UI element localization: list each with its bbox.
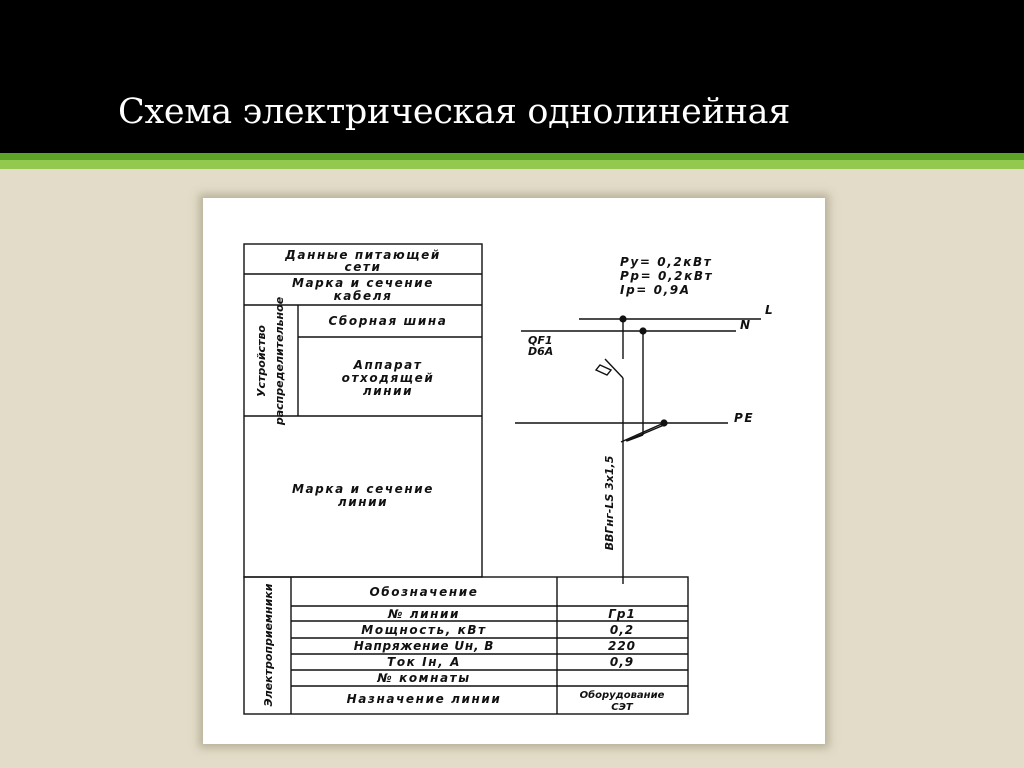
device-group-label: Устройство	[255, 325, 268, 397]
row-label-voltage: Напряжение Uн, В	[353, 639, 495, 653]
param-installed-power: Ру= 0,2кВт	[620, 255, 713, 269]
row-label-power: Мощность, кВт	[361, 623, 487, 637]
breaker-name: QF1	[528, 334, 553, 347]
row-value-purpose: СЭТ	[611, 702, 633, 713]
breaker-type: D6A	[528, 345, 554, 358]
cable-label: Марка и сечение	[291, 276, 435, 290]
outgoing-device-label: отходящей	[341, 371, 435, 385]
slide-title: Схема электрическая однолинейная	[118, 92, 790, 132]
row-value-voltage: 220	[607, 639, 637, 653]
consumers-group-label: Электроприемники	[262, 583, 275, 707]
junction-dot	[619, 315, 626, 322]
row-label-purpose: Назначение линии	[346, 692, 502, 706]
row-value-line-number: Гр1	[608, 607, 636, 621]
diagram-frame	[203, 198, 825, 744]
cable-label: кабеля	[333, 289, 393, 303]
bus-pe-label: PE	[734, 411, 755, 425]
row-label-room: № комнаты	[377, 671, 471, 685]
row-label-line-number: № линии	[387, 607, 461, 621]
row-value-current: 0,9	[609, 655, 635, 669]
junction-dot	[639, 327, 646, 334]
bus-n-label: N	[740, 318, 752, 332]
accent-stripe-dark	[0, 153, 1024, 160]
accent-stripe-light	[0, 160, 1024, 169]
line-cable-label: Марка и сечение	[291, 482, 435, 496]
outgoing-device-label: линии	[362, 384, 414, 398]
row-value-power: 0,2	[609, 623, 635, 637]
outgoing-device-label: Аппарат	[353, 358, 423, 372]
bus-l-label: L	[765, 303, 775, 317]
supply-data-label: Данные питающей	[285, 248, 441, 262]
param-design-current: Iр= 0,9А	[620, 283, 691, 297]
breaker-symbol	[596, 365, 611, 375]
param-design-power: Рр= 0,2кВт	[620, 269, 714, 283]
pe-connection	[626, 425, 664, 441]
junction-dot	[660, 419, 667, 426]
row-value-purpose: Оборудование	[579, 690, 665, 701]
cable-mark: ВВГнг-LS 3х1,5	[603, 455, 616, 551]
row-label-current: Ток Iн, А	[387, 655, 461, 669]
single-line-diagram	[203, 198, 825, 744]
line-cable-label: линии	[337, 495, 389, 509]
row-label-designation: Обозначение	[369, 585, 479, 599]
supply-data-label: сети	[344, 260, 382, 274]
busbar-label: Сборная шина	[328, 314, 448, 328]
device-group-label: распределительное	[273, 296, 286, 426]
